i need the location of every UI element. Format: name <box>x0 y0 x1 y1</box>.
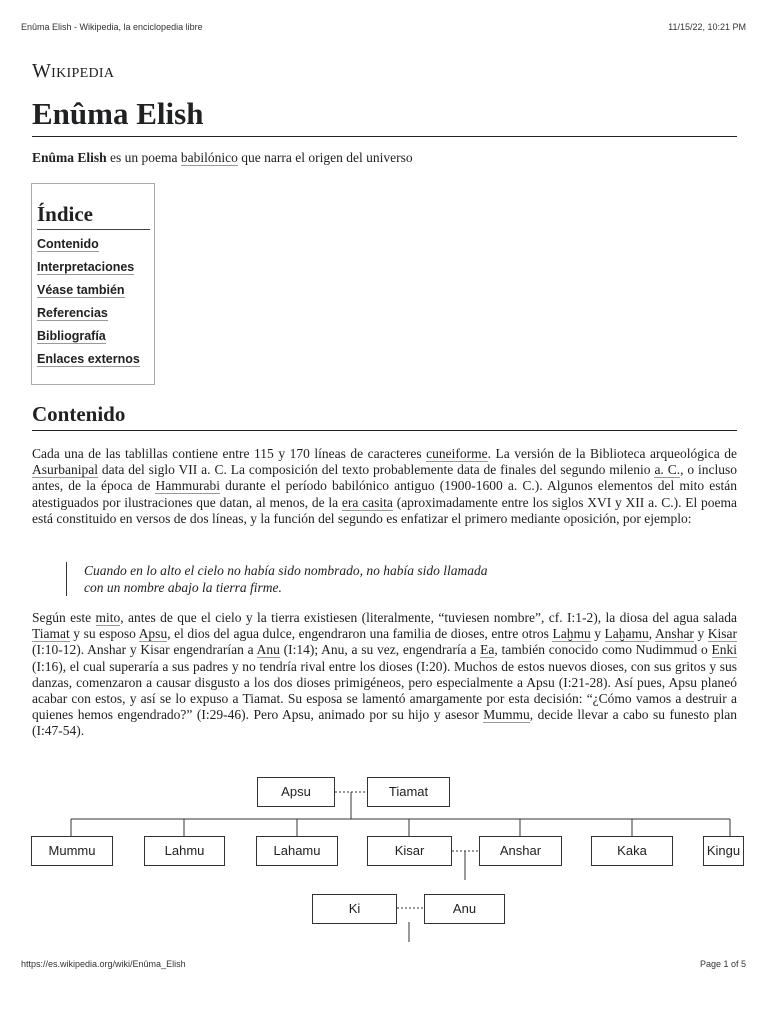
section-heading-contenido: Contenido <box>32 402 737 431</box>
inline-link[interactable]: a. C. <box>654 462 681 478</box>
text-run: , o incluso antes, de la época de <box>32 462 738 494</box>
print-header-datetime: 11/15/22, 10:21 PM <box>668 22 746 32</box>
text-run: data del siglo VII a. C. La composición del texto probablemente data de finales del segundo milenio <box>97 462 655 478</box>
text-run: , decide llevar a cabo su funesto plan (I:47-54). <box>32 707 737 739</box>
toc-item-referencias[interactable]: Referencias <box>37 306 108 320</box>
paragraph-2 <box>32 610 737 740</box>
link-babilonico[interactable]: babilónico <box>180 150 238 165</box>
print-footer-url: https://es.wikipedia.org/wiki/Enûma_Elish <box>21 959 186 969</box>
text-run: (I:16), el cual superaría a sus padres y no tendría rival entre los dioses (I:20). Muchos de estos nuevos dioses, con sus gritos y sus danzas, comenzaron a causar disgusto a los dos dioses primigéneos, pero especialmente a Apsu (I:21-28). Así pues, Apsu planeó acabar con estos, y así se lo expuso a Tiamat. Su esposa se lamentó amargamente por esta decisión: “¿Cómo vamos a destruir a quienes hemos engendrado?” (I:29-46). Pero Apsu, animado por su hijo y asesor <box>32 658 737 723</box>
toc-item-interpretaciones[interactable]: Interpretaciones <box>37 260 135 274</box>
inline-link[interactable]: Laḫmu <box>552 626 591 642</box>
toc-title: Índice <box>37 202 150 230</box>
inline-link[interactable]: Tiamat <box>32 626 70 642</box>
paragraph-1 <box>32 446 737 527</box>
node-kingu: Kingu <box>703 836 744 866</box>
inline-link[interactable]: mito <box>95 610 121 625</box>
inline-link[interactable]: Mummu <box>483 707 530 723</box>
toc-item-enlaces-externos[interactable]: Enlaces externos <box>37 352 140 366</box>
toc-item-contenido[interactable]: Contenido <box>37 237 99 251</box>
inline-link[interactable]: Laḫamu <box>604 626 649 642</box>
text-run: , también conocido como Nudimmud o <box>494 642 712 658</box>
node-anshar: Anshar <box>479 836 562 866</box>
inline-link[interactable]: Ea <box>480 642 495 658</box>
family-tree-diagram <box>0 770 768 950</box>
intro-text-1: es un poema <box>106 150 181 165</box>
inline-link[interactable]: Anu <box>256 642 280 658</box>
text-run: y su esposo <box>69 626 139 642</box>
inline-link[interactable]: Anshar <box>654 626 694 642</box>
inline-link[interactable]: Enki <box>711 642 737 658</box>
intro-bold: Enûma Elish <box>32 150 107 165</box>
table-of-contents <box>31 183 155 385</box>
toc-item-bibliografia[interactable]: Bibliografía <box>37 329 106 343</box>
wikipedia-logo[interactable]: Wikipedia <box>32 60 115 82</box>
node-anu: Anu <box>424 894 505 924</box>
node-lahamu: Lahamu <box>256 836 338 866</box>
inline-link[interactable]: cuneiforme <box>426 446 488 461</box>
node-ki: Ki <box>312 894 397 924</box>
text-run: durante el período babilónico antiguo (1900-1600 a. C.). Algunos elementos del mito están atestiguados por ilustraciones que datan, al menos, de la <box>32 478 737 510</box>
toc-item-vease-tambien[interactable]: Véase también <box>37 283 125 297</box>
page-title: Enûma Elish <box>32 92 737 137</box>
print-header-title: Enûma Elish - Wikipedia, la enciclopedia libre <box>21 22 203 32</box>
inline-link[interactable]: era casita <box>341 494 393 510</box>
quote-line-1: Cuando en lo alto el cielo no había sido nombrado, no había sido llamada <box>84 563 488 578</box>
text-run: , el dios del agua dulce, engendraron una familia de dioses, entre otros <box>167 626 553 642</box>
quote-block <box>66 562 644 596</box>
inline-link[interactable]: Hammurabi <box>155 478 220 494</box>
intro-text-2: que narra el origen del universo <box>237 150 413 165</box>
inline-link[interactable]: Kisar <box>707 626 738 642</box>
node-apsu: Apsu <box>257 777 335 807</box>
node-kaka: Kaka <box>591 836 673 866</box>
text-run: y <box>693 626 708 642</box>
intro-text <box>32 150 737 166</box>
text-run: (I:14); Anu, a su vez, engendraría a <box>279 642 481 658</box>
text-run: Según este <box>32 610 96 625</box>
node-mummu: Mummu <box>31 836 113 866</box>
text-run: y <box>590 626 605 642</box>
text-run: (I:10-12). Anshar y Kisar engendrarían a <box>32 642 257 658</box>
node-kisar: Kisar <box>367 836 452 866</box>
text-run: , antes de que el cielo y la tierra existiesen (literalmente, “tuviesen nombre”, cf. I:1-2), la diosa del agua salada <box>120 610 737 625</box>
node-tiamat: Tiamat <box>367 777 450 807</box>
text-run: (aproximadamente entre los siglos XVI y XII a. C.). El poema está constituido en versos de dos líneas, y la función del segundo es enfatizar el primero mediante oposición, por ejemplo: <box>32 494 738 526</box>
text-run: Cada una de las tablillas contiene entre 115 y 170 líneas de caracteres <box>32 446 427 461</box>
text-run: . La versión de la Biblioteca arqueológica de <box>487 446 737 461</box>
quote-line-2: con un nombre abajo la tierra firme. <box>84 580 282 595</box>
inline-link[interactable]: Apsu <box>138 626 168 642</box>
print-footer-page: Page 1 of 5 <box>699 959 746 969</box>
inline-link[interactable]: Asurbanipal <box>32 462 98 478</box>
text-run: , <box>648 626 655 642</box>
node-lahmu: Lahmu <box>144 836 225 866</box>
